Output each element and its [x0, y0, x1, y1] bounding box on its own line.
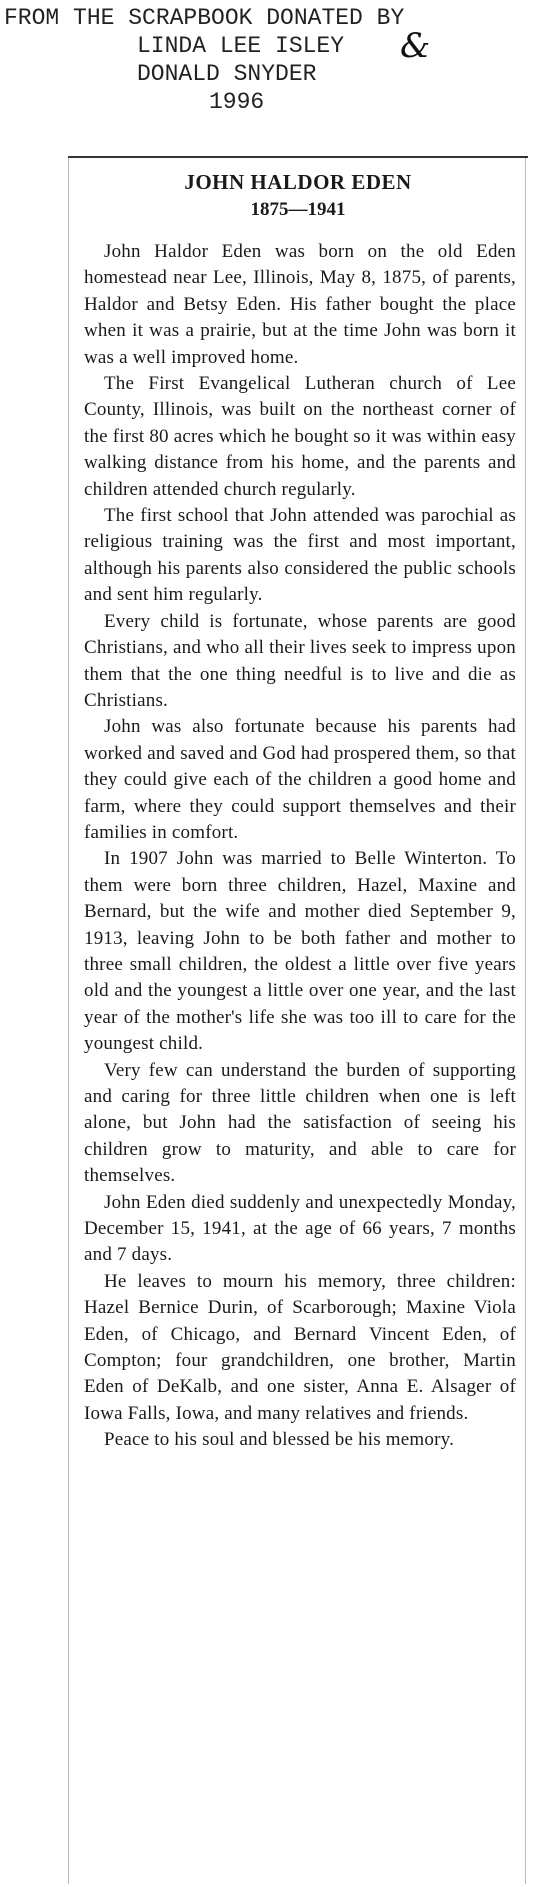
paragraph: Peace to his soul and blessed be his memory.	[104, 1429, 455, 1451]
donation-header	[0, 4, 549, 116]
paragraph: John Haldor Eden was born on the old Eden homestead near Lee, Illinois, May 8, 1875, of parents, Haldor and Betsy Eden. His father bought the place when it was a prairie, but at the time John was born it was a well improved home.	[84, 241, 516, 368]
paragraph: Very few can understand the burden of supporting and caring for three little children when one is left alone, but John had the satisfaction of seeing his children grow to maturity, and able to care for themselves.	[84, 1059, 516, 1187]
paragraph: He leaves to mourn his memory, three children: Hazel Bernice Durin, of Scarborough; Maxine Viola Eden, of Chicago, and Bernard Vincent Eden, of Compton; four grandchildren, one brother, Martin Eden of DeKalb, and one sister, Anna E. Alsager of Iowa Falls, Iowa, and many relatives and friends.	[84, 1270, 516, 1424]
paragraph: Every child is fortunate, whose parents are good Christians, and who all their lives seek to impress upon them that the one thing needful is to live and die as Christians.	[84, 610, 516, 711]
obituary-dates: 1875—1941	[250, 199, 346, 220]
obituary-title: JOHN HALDOR EDEN	[184, 170, 412, 194]
handwritten-ampersand: &	[400, 26, 431, 66]
paragraph: The First Evangelical Lutheran church of Lee County, Illinois, was built on the northeast corner of the first 80 acres which he bought so it was within easy walking distance from his home, and the parents and children attended church regularly.	[84, 373, 516, 500]
newspaper-clipping	[68, 156, 528, 1884]
header-line-3: DONALD SNYDER	[137, 61, 317, 87]
paragraph: The first school that John attended was parochial as religious training was the first and most important, although his parents also considered the public schools and sent him regularly.	[84, 505, 516, 606]
header-year: 1996	[209, 89, 265, 115]
paragraph: John was also fortunate because his parents had worked and saved and God had prospered them, so that they could give each of the children a good home and farm, where they could support themselves and their families in comfort.	[84, 716, 516, 843]
header-line-2: LINDA LEE ISLEY	[137, 33, 345, 59]
header-line-1: FROM THE SCRAPBOOK DONATED BY	[4, 5, 405, 31]
paragraph: In 1907 John was married to Belle Winterton. To them were born three children, Hazel, Maxine and Bernard, but the wife and mother died September 9, 1913, leaving John to be both father and mother to three small children, the oldest a little over five years old and the youngest a little over one year, and the last year of the mother's life she was too ill to care for the youngest child.	[84, 848, 516, 1055]
paragraph: John Eden died suddenly and unexpectedly Monday, December 15, 1941, at the age of 66 years, 7 months and 7 days.	[84, 1191, 516, 1266]
obituary-body	[68, 239, 528, 1454]
